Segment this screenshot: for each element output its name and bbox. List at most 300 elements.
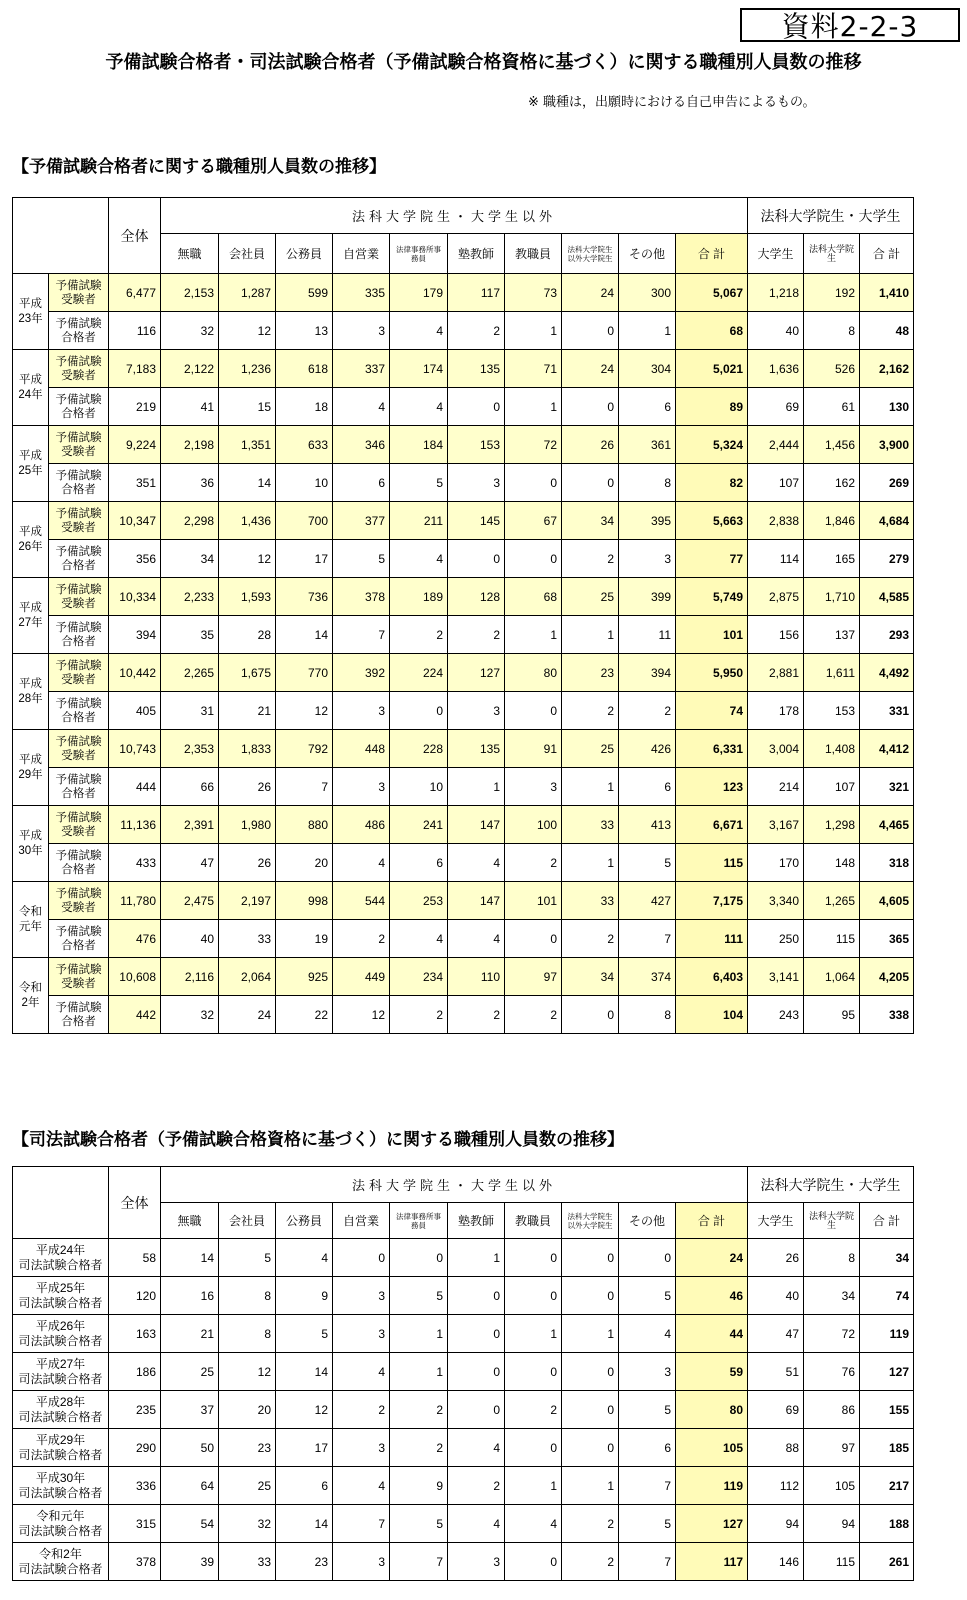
table-row [13,844,914,882]
table-cell: 22 [276,996,333,1034]
table-cell: 5,067 [676,274,748,312]
table-cell: 2,298 [161,502,219,540]
table-row [13,502,914,540]
header-col-5: 塾教師 [448,234,505,274]
table-cell: 5,950 [676,654,748,692]
row-label-applicants: 予備試験 受験者 [49,806,109,844]
table-row [13,1505,914,1543]
table-cell: 3,900 [860,426,914,464]
year-label: 平成 30年 [13,806,49,882]
header-all: 全体 [109,1167,161,1239]
header-col-0: 無職 [161,1203,219,1239]
table-row [13,540,914,578]
table-cell: 17 [276,1429,333,1467]
table-cell: 6 [390,844,448,882]
row-label: 平成24年 司法試験合格者 [13,1239,109,1277]
table-cell: 72 [804,1315,860,1353]
table-cell: 4 [448,1429,505,1467]
table-cell: 4 [390,920,448,958]
table-cell: 6,477 [109,274,161,312]
table-cell: 1 [562,616,619,654]
table-cell: 14 [276,1505,333,1543]
table-cell: 346 [333,426,390,464]
table-cell: 5 [276,1315,333,1353]
table-cell: 186 [109,1353,161,1391]
table-cell: 33 [562,806,619,844]
row-label: 平成30年 司法試験合格者 [13,1467,109,1505]
table-cell: 5 [619,844,676,882]
table-cell: 9 [276,1277,333,1315]
table-cell: 174 [390,350,448,388]
table-cell: 293 [860,616,914,654]
table-cell: 4 [333,1353,390,1391]
table-cell: 377 [333,502,390,540]
table-cell: 0 [562,1391,619,1429]
table-cell: 37 [161,1391,219,1429]
table-cell: 279 [860,540,914,578]
table-cell: 4 [390,540,448,578]
table-cell: 331 [860,692,914,730]
table-cell: 10,334 [109,578,161,616]
table-cell: 998 [276,882,333,920]
table-cell: 243 [748,996,804,1034]
table-cell: 2 [390,1391,448,1429]
table-cell: 2 [390,996,448,1034]
table-cell: 50 [161,1429,219,1467]
table-cell: 97 [804,1429,860,1467]
table-cell: 23 [219,1429,276,1467]
table-cell: 2 [505,844,562,882]
table-cell: 1 [619,312,676,350]
table-cell: 234 [390,958,448,996]
table-cell: 153 [448,426,505,464]
table-cell: 24 [562,274,619,312]
table-cell: 4,605 [860,882,914,920]
table-cell: 11,136 [109,806,161,844]
table-cell: 290 [109,1429,161,1467]
table-cell: 1 [448,1239,505,1277]
table-cell: 105 [676,1429,748,1467]
table-cell: 1,064 [804,958,860,996]
table-row [13,996,914,1034]
table-cell: 2,197 [219,882,276,920]
table-cell: 6 [276,1467,333,1505]
table-cell: 25 [562,730,619,768]
table-cell: 14 [219,464,276,502]
row-label: 平成27年 司法試験合格者 [13,1353,109,1391]
table-cell: 115 [676,844,748,882]
table-cell: 449 [333,958,390,996]
table-cell: 217 [860,1467,914,1505]
table-cell: 97 [505,958,562,996]
table-cell: 476 [109,920,161,958]
table-cell: 178 [748,692,804,730]
table-cell: 394 [619,654,676,692]
header-corner [13,1167,109,1239]
table-cell: 3 [333,1277,390,1315]
table-row [13,730,914,768]
table-cell: 2,881 [748,654,804,692]
table-cell: 23 [562,654,619,692]
header-col-7: 法科大学院生以外大学院生 [562,234,619,274]
row-label-passers: 予備試験 合格者 [49,920,109,958]
table-cell: 21 [161,1315,219,1353]
table-cell: 2,122 [161,350,219,388]
table-cell: 11,780 [109,882,161,920]
table-cell: 116 [109,312,161,350]
table-cell: 0 [562,1353,619,1391]
table-cell: 4,412 [860,730,914,768]
table-cell: 24 [676,1239,748,1277]
table-cell: 1,833 [219,730,276,768]
table-cell: 3,167 [748,806,804,844]
table-cell: 2 [448,312,505,350]
table-cell: 0 [505,1277,562,1315]
table-cell: 21 [219,692,276,730]
table-cell: 94 [804,1505,860,1543]
table-cell: 0 [333,1239,390,1277]
row-label-passers: 予備試験 合格者 [49,540,109,578]
table-cell: 94 [748,1505,804,1543]
table-cell: 4 [276,1239,333,1277]
table-cell: 107 [804,768,860,806]
table-cell: 3,004 [748,730,804,768]
table-cell: 5 [619,1391,676,1429]
table-cell: 20 [219,1391,276,1429]
table-cell: 2,265 [161,654,219,692]
table-cell: 235 [109,1391,161,1429]
table-cell: 26 [219,768,276,806]
table-cell: 34 [860,1239,914,1277]
table-cell: 15 [219,388,276,426]
table-cell: 26 [562,426,619,464]
table-cell: 736 [276,578,333,616]
header-col-7: 法科大学院生以外大学院生 [562,1203,619,1239]
table-cell: 156 [748,616,804,654]
year-label: 平成 29年 [13,730,49,806]
table-cell: 34 [562,502,619,540]
table-cell: 1,236 [219,350,276,388]
table-cell: 5 [219,1239,276,1277]
table-cell: 26 [219,844,276,882]
table-cell: 69 [748,388,804,426]
table-cell: 189 [390,578,448,616]
row-label: 平成28年 司法試験合格者 [13,1391,109,1429]
table-cell: 2,198 [161,426,219,464]
table-cell: 7 [390,1543,448,1581]
table-cell: 80 [505,654,562,692]
table-cell: 0 [562,1429,619,1467]
table-cell: 3 [333,312,390,350]
table-cell: 3,141 [748,958,804,996]
table-row [13,1353,914,1391]
table-cell: 5 [390,1277,448,1315]
header-col-9: 合 計 [676,234,748,274]
table-cell: 4 [448,844,505,882]
header-col-0: 無職 [161,234,219,274]
table-cell: 4 [505,1505,562,1543]
table-cell: 0 [619,1239,676,1277]
table-cell: 66 [161,768,219,806]
table-cell: 2 [505,996,562,1034]
table-cell: 26 [748,1239,804,1277]
table-cell: 444 [109,768,161,806]
table-cell: 1,351 [219,426,276,464]
table-cell: 9,224 [109,426,161,464]
table-cell: 2,064 [219,958,276,996]
table-cell: 1,265 [804,882,860,920]
table-cell: 59 [676,1353,748,1391]
table-cell: 101 [505,882,562,920]
table-row [13,768,914,806]
header-col-2: 公務員 [276,1203,333,1239]
table-cell: 426 [619,730,676,768]
section2-title: 【司法試験合格者（予備試験合格資格に基づく）に関する職種別人員数の推移】 [12,1130,624,1150]
table-cell: 394 [109,616,161,654]
table-cell: 33 [219,1543,276,1581]
table-cell: 10,347 [109,502,161,540]
table-cell: 10 [276,464,333,502]
row-label-passers: 予備試験 合格者 [49,768,109,806]
table-cell: 700 [276,502,333,540]
table-cell: 33 [562,882,619,920]
table-cell: 361 [619,426,676,464]
table-cell: 13 [276,312,333,350]
year-label: 平成 28年 [13,654,49,730]
table-cell: 32 [219,1505,276,1543]
table-cell: 2 [562,1543,619,1581]
table-cell: 8 [804,312,860,350]
table-cell: 211 [390,502,448,540]
table-cell: 399 [619,578,676,616]
header-col-4: 法律事務所事務員 [390,1203,448,1239]
table-cell: 3 [448,692,505,730]
year-label: 平成 26年 [13,502,49,578]
table-cell: 0 [562,312,619,350]
table-cell: 95 [804,996,860,1034]
table-row [13,616,914,654]
section1-title: 【予備試験合格者に関する職種別人員数の推移】 [12,157,386,177]
header-col-11: 法科大学院生 [804,234,860,274]
table-cell: 2,153 [161,274,219,312]
table-cell: 1,611 [804,654,860,692]
table-cell: 114 [748,540,804,578]
table-cell: 0 [390,1239,448,1277]
table-cell: 192 [804,274,860,312]
table-cell: 5,324 [676,426,748,464]
table-cell: 32 [161,312,219,350]
table-row [13,350,914,388]
table-cell: 10,608 [109,958,161,996]
table-cell: 127 [448,654,505,692]
table-cell: 51 [748,1353,804,1391]
table-cell: 69 [748,1391,804,1429]
table-cell: 163 [109,1315,161,1353]
table-cell: 1 [390,1353,448,1391]
table-cell: 3 [505,768,562,806]
table-cell: 72 [505,426,562,464]
table-cell: 1 [505,1467,562,1505]
table-row [13,1277,914,1315]
table-cell: 148 [804,844,860,882]
table-cell: 188 [860,1505,914,1543]
table-cell: 3 [619,540,676,578]
table-cell: 32 [161,996,219,1034]
table-cell: 7 [333,1505,390,1543]
table-bar-exam [12,1166,914,1581]
row-label-passers: 予備試験 合格者 [49,844,109,882]
table-cell: 112 [748,1467,804,1505]
table-cell: 1,710 [804,578,860,616]
table-cell: 1,218 [748,274,804,312]
table-cell: 33 [219,920,276,958]
table-cell: 5,021 [676,350,748,388]
year-label: 令和 元年 [13,882,49,958]
table-cell: 351 [109,464,161,502]
table-cell: 2 [562,920,619,958]
table-cell: 241 [390,806,448,844]
row-label-applicants: 予備試験 受験者 [49,958,109,996]
table-cell: 1 [505,388,562,426]
table-cell: 1,436 [219,502,276,540]
table-cell: 34 [804,1277,860,1315]
table-cell: 155 [860,1391,914,1429]
table-cell: 8 [804,1239,860,1277]
table-cell: 880 [276,806,333,844]
header-col-4: 法律事務所事務員 [390,234,448,274]
table-cell: 12 [333,996,390,1034]
table-cell: 18 [276,388,333,426]
table-cell: 1 [448,768,505,806]
table-row [13,388,914,426]
header-all: 全体 [109,198,161,274]
table-cell: 1,593 [219,578,276,616]
table-cell: 1,456 [804,426,860,464]
table-cell: 224 [390,654,448,692]
header-corner [13,198,109,274]
table-cell: 6 [619,1429,676,1467]
table-cell: 24 [219,996,276,1034]
table-cell: 7 [619,1543,676,1581]
table-cell: 135 [448,730,505,768]
table-cell: 1 [562,1467,619,1505]
table-cell: 6 [619,768,676,806]
table-cell: 253 [390,882,448,920]
table-cell: 14 [276,616,333,654]
table-cell: 433 [109,844,161,882]
table-cell: 0 [505,692,562,730]
table-cell: 1,636 [748,350,804,388]
table-cell: 2 [448,1467,505,1505]
table-cell: 76 [804,1353,860,1391]
table-cell: 228 [390,730,448,768]
table-cell: 300 [619,274,676,312]
table-cell: 170 [748,844,804,882]
table-cell: 2,162 [860,350,914,388]
table-cell: 7 [619,1467,676,1505]
table-cell: 2 [562,692,619,730]
table-cell: 4 [448,1505,505,1543]
table-cell: 184 [390,426,448,464]
table-cell: 405 [109,692,161,730]
table-cell: 925 [276,958,333,996]
table-cell: 6 [333,464,390,502]
year-label: 平成 24年 [13,350,49,426]
table-cell: 337 [333,350,390,388]
table-cell: 392 [333,654,390,692]
table-cell: 5,663 [676,502,748,540]
table-cell: 2,838 [748,502,804,540]
table-cell: 5 [619,1277,676,1315]
table-cell: 64 [161,1467,219,1505]
table-cell: 599 [276,274,333,312]
table-cell: 54 [161,1505,219,1543]
table-cell: 2 [390,616,448,654]
table-cell: 374 [619,958,676,996]
table-cell: 115 [804,1543,860,1581]
table-cell: 0 [505,540,562,578]
table-cell: 68 [676,312,748,350]
table-cell: 104 [676,996,748,1034]
table-cell: 2,475 [161,882,219,920]
row-label: 令和元年 司法試験合格者 [13,1505,109,1543]
table-cell: 1,287 [219,274,276,312]
table-cell: 86 [804,1391,860,1429]
table-cell: 12 [219,540,276,578]
table-cell: 16 [161,1277,219,1315]
row-label: 平成26年 司法試験合格者 [13,1315,109,1353]
table-cell: 2,875 [748,578,804,616]
table-cell: 1 [505,616,562,654]
table-cell: 40 [748,1277,804,1315]
table-cell: 321 [860,768,914,806]
table-cell: 1 [562,1315,619,1353]
table-cell: 633 [276,426,333,464]
table-cell: 6,671 [676,806,748,844]
table-cell: 4,684 [860,502,914,540]
table-cell: 0 [505,1353,562,1391]
table-cell: 119 [860,1315,914,1353]
row-label-passers: 予備試験 合格者 [49,388,109,426]
table-cell: 1,298 [804,806,860,844]
table-cell: 34 [562,958,619,996]
table-cell: 39 [161,1543,219,1581]
table-cell: 261 [860,1543,914,1581]
table-cell: 2,233 [161,578,219,616]
table-cell: 47 [161,844,219,882]
table-cell: 4 [333,844,390,882]
row-label-applicants: 予備試験 受験者 [49,730,109,768]
table-cell: 2 [448,996,505,1034]
table-cell: 100 [505,806,562,844]
header-col-6: 教職員 [505,234,562,274]
table-cell: 3 [619,1353,676,1391]
table-cell: 6 [619,388,676,426]
table-cell: 4 [390,312,448,350]
table-cell: 74 [860,1277,914,1315]
table-cell: 0 [505,1543,562,1581]
table-cell: 14 [276,1353,333,1391]
header-col-12: 合 計 [860,234,914,274]
table-row [13,426,914,464]
header-col-10: 大学生 [748,234,804,274]
table-row [13,1391,914,1429]
table-cell: 11 [619,616,676,654]
table-cell: 5 [333,540,390,578]
row-label-applicants: 予備試験 受験者 [49,350,109,388]
table-cell: 1,410 [860,274,914,312]
header-col-10: 大学生 [748,1203,804,1239]
